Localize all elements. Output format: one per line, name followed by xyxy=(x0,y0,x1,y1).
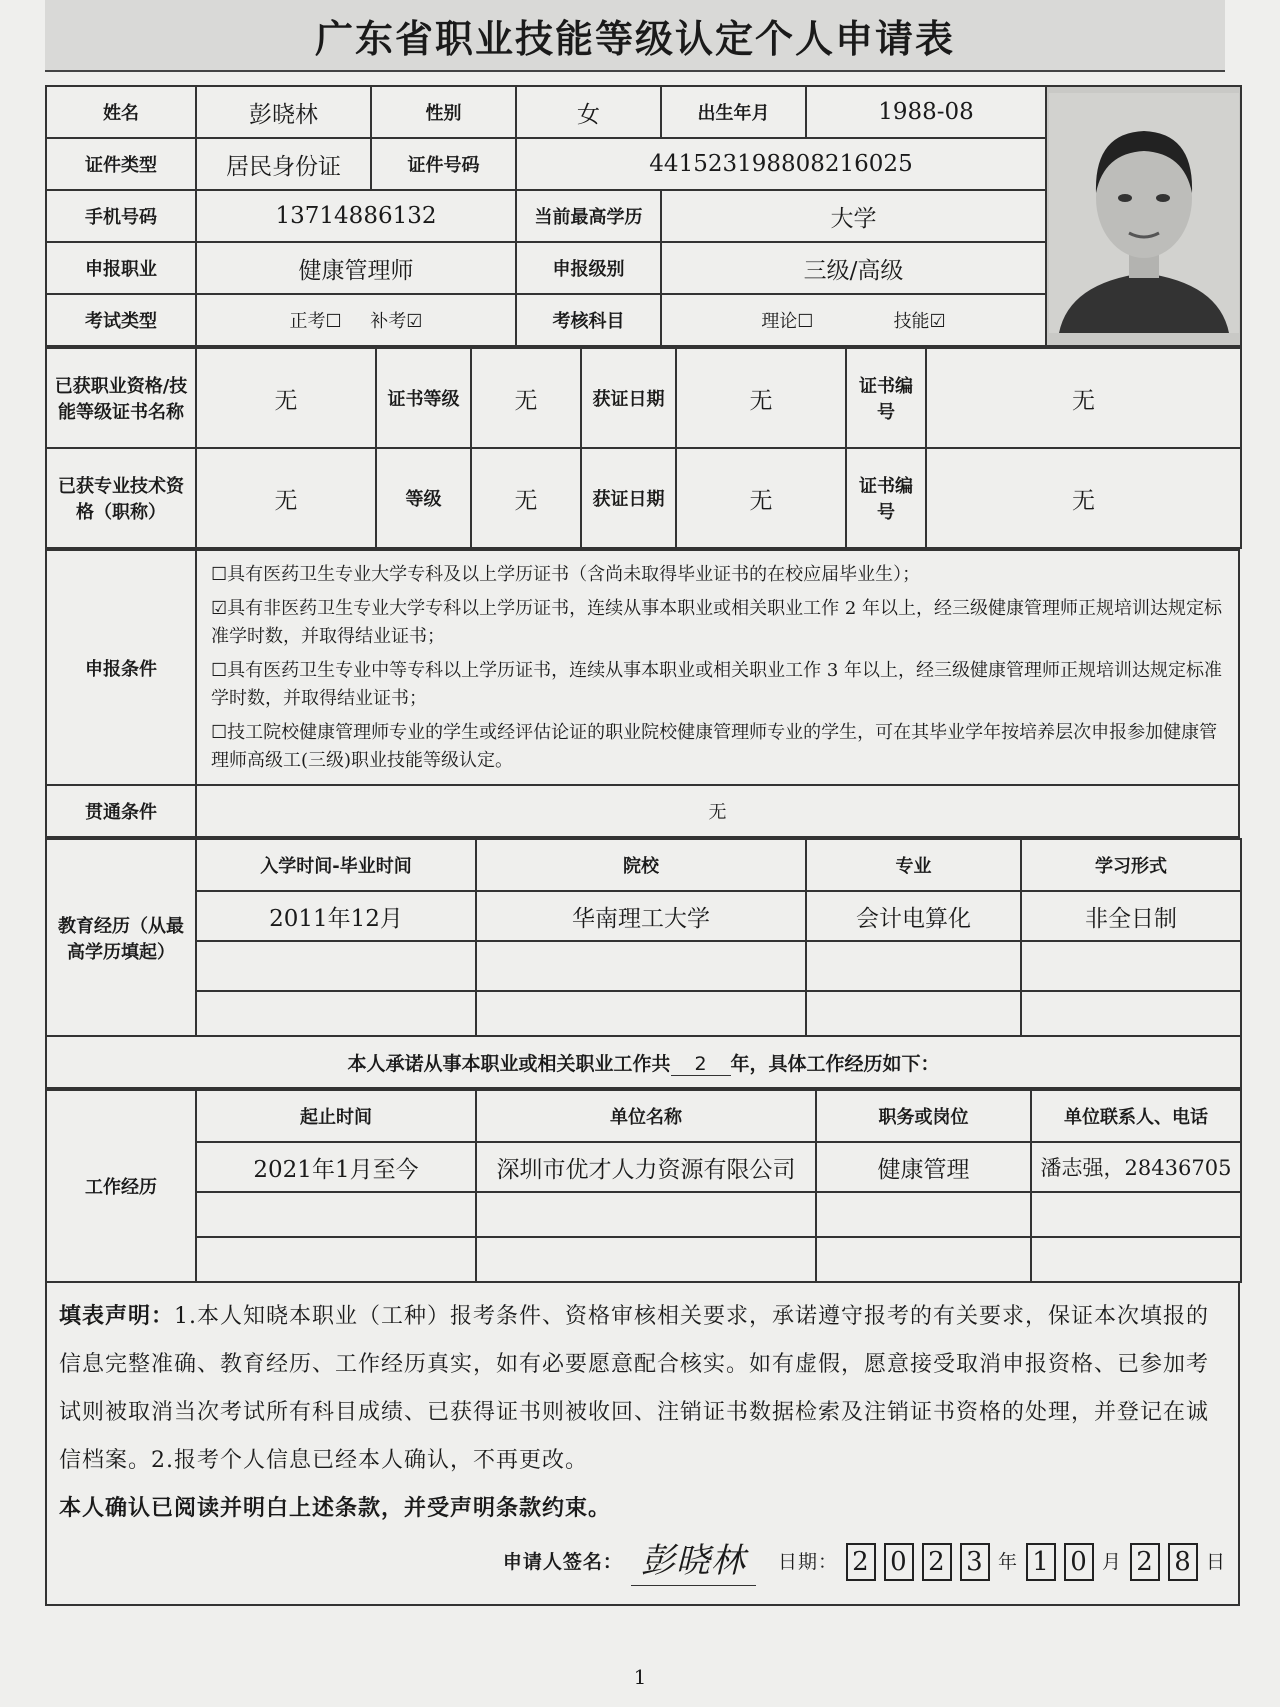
promise-suffix: 年，具体工作经历如下： xyxy=(730,1052,940,1075)
edu-header-time: 入学时间-毕业时间 xyxy=(196,839,476,891)
signature-row xyxy=(59,1537,1226,1586)
work-header-company: 单位名称 xyxy=(476,1090,816,1142)
edu-school-value: 华南理工大学 xyxy=(476,891,806,941)
page-number: 1 xyxy=(633,1665,647,1689)
work-header-position: 职务或岗位 xyxy=(816,1090,1031,1142)
day-digit-box: 2 xyxy=(1130,1543,1160,1581)
table-row xyxy=(46,941,1241,991)
year-digit-box: 2 xyxy=(846,1543,876,1581)
subject-options xyxy=(661,294,1046,346)
month-digit-box: 0 xyxy=(1064,1543,1094,1581)
skill-checkbox[interactable]: 技能☑ xyxy=(893,311,946,332)
birth-label: 出生年月 xyxy=(661,86,806,138)
title-name-value: 无 xyxy=(196,448,376,548)
birth-value: 1988-08 xyxy=(806,86,1046,138)
occupation-label: 申报职业 xyxy=(46,242,196,294)
cert-name-label: 已获职业资格/技能等级证书名称 xyxy=(46,348,196,448)
title-level-label: 等级 xyxy=(376,448,471,548)
work-contact-value: 潘志强，28436705 xyxy=(1031,1142,1241,1192)
applicant-signature: 彭晓林 xyxy=(631,1537,756,1586)
education-label: 当前最高学历 xyxy=(516,190,661,242)
application-form xyxy=(45,85,1240,1606)
declaration-body: 1.本人知晓本职业（工种）报考条件、资格审核相关要求，承诺遵守报考的有关要求，保证本次填报的信息完整准确、教育经历、工作经历真实，如有必要愿意配合核实。如有虚假，愿意接受取消申报资格、已参加考试则被取消当次考试所有科目成绩、已获得证书则被收回、注销证书数据检索及注销证书资格的处理，并登记在诚信档案。2.报考个人信息已经本人确认，不再更改。 xyxy=(59,1304,1210,1473)
cert-name-value: 无 xyxy=(196,348,376,448)
edu-time-value: 2011年12月 xyxy=(196,891,476,941)
edu-mode-value: 非全日制 xyxy=(1021,891,1241,941)
bridge-value: 无 xyxy=(196,785,1239,837)
work-position-value: 健康管理 xyxy=(816,1142,1031,1192)
applicant-photo xyxy=(1046,86,1241,346)
day-digit-box: 8 xyxy=(1168,1543,1198,1581)
exam-type-options xyxy=(196,294,516,346)
id-no-label: 证件号码 xyxy=(371,138,516,190)
work-header-contact: 单位联系人、电话 xyxy=(1031,1090,1241,1142)
subject-label: 考核科目 xyxy=(516,294,661,346)
name-label: 姓名 xyxy=(46,86,196,138)
title-level-value: 无 xyxy=(471,448,581,548)
condition-item[interactable]: ☐具有医药卫生专业中等专科以上学历证书，连续从事本职业或相关职业工作 3 年以上，经三级健康管理师正规培训达规定标准学时数，并取得结业证书； xyxy=(211,659,1223,709)
bridge-label: 贯通条件 xyxy=(46,785,196,837)
cert-no-value: 无 xyxy=(926,348,1241,448)
table-row xyxy=(46,1192,1241,1237)
education-value: 大学 xyxy=(661,190,1046,242)
id-type-label: 证件类型 xyxy=(46,138,196,190)
gender-value: 女 xyxy=(516,86,661,138)
title-no-value: 无 xyxy=(926,448,1241,548)
exam-type-label: 考试类型 xyxy=(46,294,196,346)
table-row xyxy=(46,1237,1241,1282)
conditions-table xyxy=(45,549,1240,838)
edu-header-mode: 学习形式 xyxy=(1021,839,1241,891)
title-no-label: 证书编号 xyxy=(846,448,926,548)
makeup-exam-checkbox[interactable]: 补考☑ xyxy=(370,311,423,332)
cert-date-value: 无 xyxy=(676,348,846,448)
education-table xyxy=(45,838,1242,1089)
year-digit-box: 3 xyxy=(960,1543,990,1581)
id-type-value: 居民身份证 xyxy=(196,138,371,190)
condition-item[interactable]: ☐技工院校健康管理师专业的学生或经评估论证的职业院校健康管理师专业的学生，可在其毕业学年按培养层次申报参加健康管理师高级工(三级)职业技能等级认定。 xyxy=(211,721,1218,771)
title-date-value: 无 xyxy=(676,448,846,548)
work-history-label: 工作经历 xyxy=(46,1090,196,1282)
title-date-label: 获证日期 xyxy=(581,448,676,548)
work-company-value: 深圳市优才人力资源有限公司 xyxy=(476,1142,816,1192)
edu-header-major: 专业 xyxy=(806,839,1021,891)
level-label: 申报级别 xyxy=(516,242,661,294)
work-table xyxy=(45,1089,1242,1283)
cert-level-label: 证书等级 xyxy=(376,348,471,448)
table-row xyxy=(46,1142,1241,1192)
conditions-label: 申报条件 xyxy=(46,550,196,785)
year-unit: 年 xyxy=(997,1550,1018,1573)
condition-item[interactable]: ☐具有医药卫生专业大学专科及以上学历证书（含尚未取得毕业证书的在校应届毕业生）； xyxy=(211,563,921,585)
id-no-value: 441523198808216025 xyxy=(516,138,1046,190)
conditions-list xyxy=(196,550,1239,785)
promise-prefix: 本人承诺从事本职业或相关职业工作共 xyxy=(347,1052,671,1075)
work-header-period: 起止时间 xyxy=(196,1090,476,1142)
certificate-table xyxy=(45,347,1242,549)
signature-label: 申请人签名： xyxy=(502,1550,623,1573)
day-unit: 日 xyxy=(1205,1550,1226,1573)
declaration-head: 填表声明： xyxy=(59,1304,175,1329)
condition-item[interactable]: ☑具有非医药卫生专业大学专科以上学历证书，连续从事本职业或相关职业工作 2 年以上，经三级健康管理师正规培训达规定标准学时数，并取得结业证书； xyxy=(211,597,1223,647)
edu-header-school: 院校 xyxy=(476,839,806,891)
table-row xyxy=(46,991,1241,1036)
month-unit: 月 xyxy=(1101,1550,1122,1573)
date-label: 日期： xyxy=(777,1550,838,1573)
table-row xyxy=(46,891,1241,941)
declaration-confirm: 本人确认已阅读并明白上述条款，并受声明条款约束。 xyxy=(59,1496,612,1521)
cert-no-label: 证书编号 xyxy=(846,348,926,448)
gender-label: 性别 xyxy=(371,86,516,138)
phone-value: 13714886132 xyxy=(196,190,516,242)
portrait-image xyxy=(1049,93,1239,333)
year-digit-box: 2 xyxy=(922,1543,952,1581)
declaration-section xyxy=(45,1283,1240,1606)
title-name-label: 已获专业技术资格（职称） xyxy=(46,448,196,548)
year-digit-box: 0 xyxy=(884,1543,914,1581)
basic-info-table xyxy=(45,85,1242,347)
month-digit-box: 1 xyxy=(1026,1543,1056,1581)
level-value: 三级/高级 xyxy=(661,242,1046,294)
work-promise xyxy=(46,1036,1241,1088)
edu-major-value: 会计电算化 xyxy=(806,891,1021,941)
form-title-bar xyxy=(45,0,1225,72)
promise-years: 2 xyxy=(671,1053,731,1076)
work-period-value: 2021年1月至今 xyxy=(196,1142,476,1192)
regular-exam-checkbox[interactable]: 正考☐ xyxy=(289,311,342,332)
cert-level-value: 无 xyxy=(471,348,581,448)
edu-history-label: 教育经历（从最高学历填起） xyxy=(46,839,196,1036)
cert-date-label: 获证日期 xyxy=(581,348,676,448)
phone-label: 手机号码 xyxy=(46,190,196,242)
name-value: 彭晓林 xyxy=(196,86,371,138)
theory-checkbox[interactable]: 理论☐ xyxy=(761,311,814,332)
form-title: 广东省职业技能等级认定个人申请表 xyxy=(314,16,955,61)
occupation-value: 健康管理师 xyxy=(196,242,516,294)
